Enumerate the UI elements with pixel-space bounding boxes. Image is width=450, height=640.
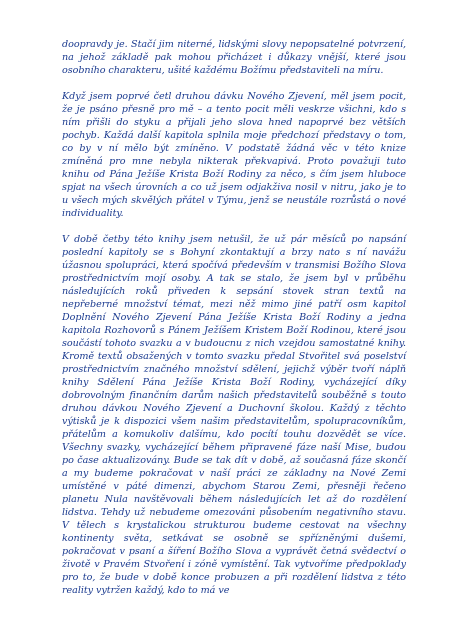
paragraph-3: V době četby této knihy jsem netušil, že už pár měsíců po napsání poslední kapitoly se s Bohyní zkontaktují a brzy nato s ní navážu úžasnou spolupráci, která spočívá především v transmisi Božího Slova prostřednictvím mojí osoby. A tak se stalo, že jsem byl v průběhu následujících roků přiveden k sepsání stovek stran textů na nepřeberné množství témat, mezi něž mimo jiné patří osm kapitol Doplnění Nového Zjevení Pána Ježíše Krista Boží Rodiny a jedna kapitola Rozhovorů s Pánem Ježíšem Kristem Boží Rodinou, které jsou součástí tohoto svazku a v budoucnu z nich vzejdou samostatné knihy. Kromě textů obsažených v tomto svazku předal Stvořitel svá poselství prostřednictvím značného množství sdělení, jejichž výběr tvoří náplň knihy Sdělení Pána Ježíše Krista Boží Rodiny, vycházející díky dobrovolným finančním darům našich představitelů souběžně s touto druhou dávkou Nového Zjevení a Duchovní školou. Každý z těchto výtisků je k dispozici všem našim představitelům, spolupracovníkům, přátelům a komukoliv dalšímu, kdo pocítí touhu dozvědět se více. Všechny svazky, vycházející během připravené fáze naší Mise, budou po čase aktualizovány. Bude se tak dít v době, až současná fáze skončí a my budeme pokračovat v naší práci ze základny na Nové Zemi umístěné v páté dimenzi, abychom Starou Zemi, přesněji řečeno planetu Nula navštěvovali během následujících let až do rozdělení lidstva. Tehdy už nebudeme omezováni působením negativního stavu. V tělech s krystalickou strukturou budeme cestovat na všechny kontinenty světa, setkávat se osobně se spřízněnými dušemi, pokračovat v psaní a šíření Božího Slova a vyprávět četná svědectví o životě v Pravém Stvoření i zóně vymístění. Tak vytvoříme předpoklady pro to, že bude v době konce probuzen a při rozdělení lidstva z této reality vytržen každý, kdo to má ve [62, 234, 406, 596]
paragraph-2: Když jsem poprvé četl druhou dávku Nového Zjevení, měl jsem pocit, že je psáno přesně pro mě – a tento pocit měli veskrze všichni, kdo s ním přišli do styku a přijali jeho slova hned napoprvé bez větších pochyb. Každá další kapitola splnila moje předchozí představy o tom, co by v ní mělo být zmíněno. V podstatě žádná věc v této knize zmíněná pro mne nebyla nikterak překvapivá. Proto považuji tuto knihu od Pána Ježíše Krista Boží Rodiny za něco, s čím jsem hluboce spjat na všech úrovních a co už jsem odjakživa nosil v nitru, jako je to u všech mých skvělých přátel v Týmu, jenž se neustále rozrůstá o nové individuality. [62, 91, 406, 219]
paragraph-1: doopravdy je. Stačí jim niterné, lidskými slovy nepopsatelné potvrzení, na jehož základě pak mohou přicházet i důkazy vnější, které jsou osobního charakteru, ušité každému Božímu představiteli na míru. [62, 39, 406, 76]
